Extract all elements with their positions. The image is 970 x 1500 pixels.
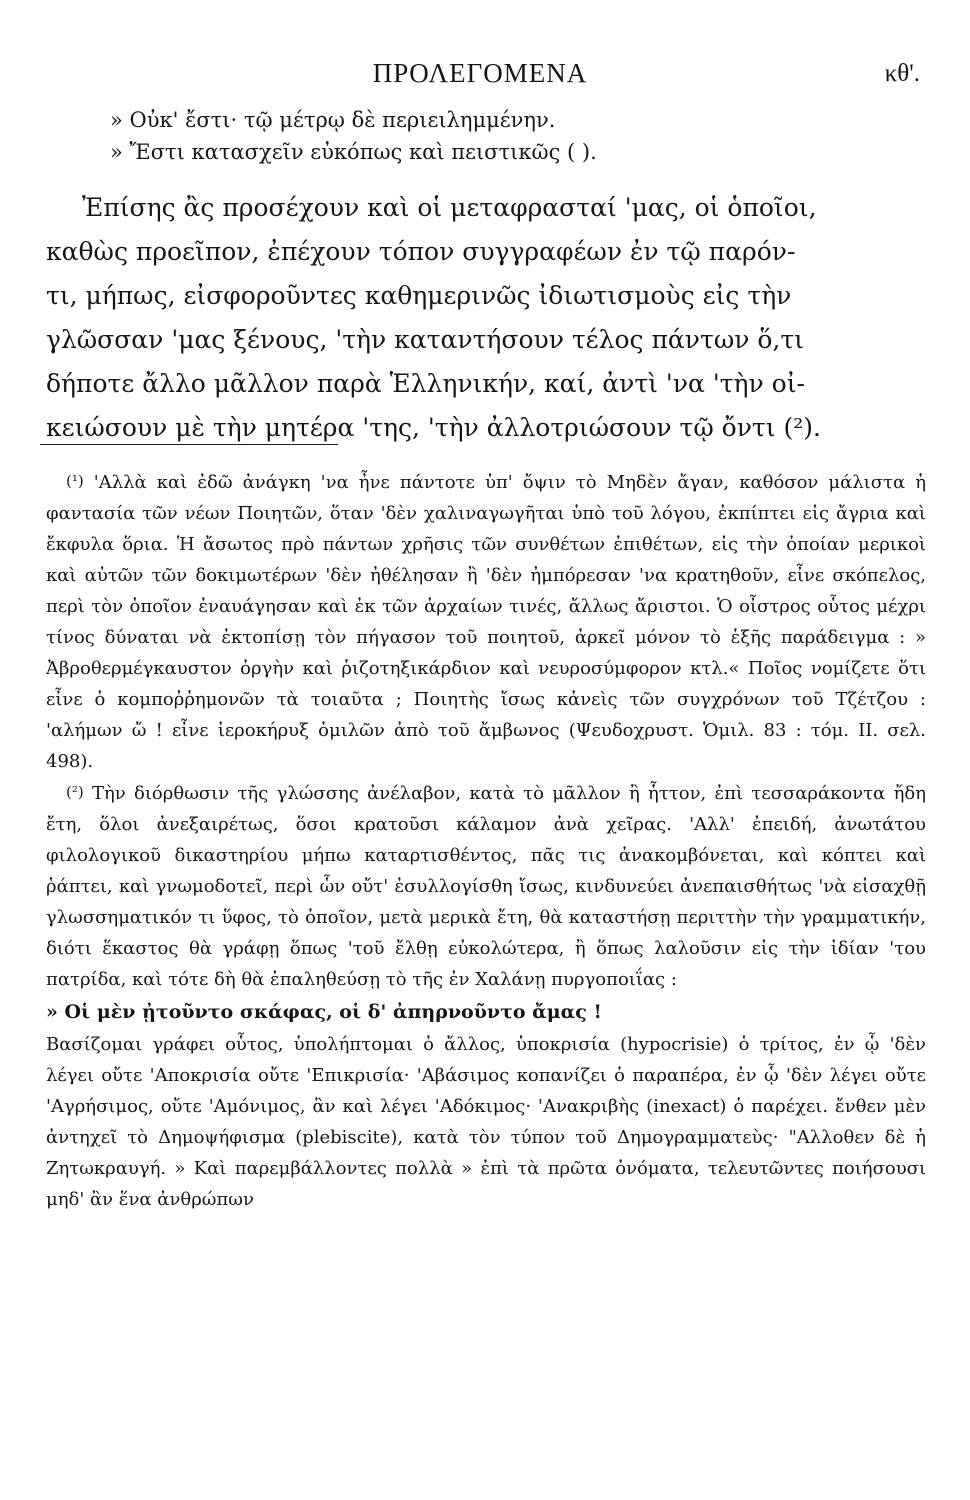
footnote-marker: (²) [66, 783, 84, 801]
paragraph-line: κειώσουν μὲ τὴν μητέρα 'της, 'τὴν ἀλλοτριώσουν τῷ ὄντι (²). [46, 413, 821, 442]
page-number: κθ'. [884, 60, 920, 87]
footnotes [46, 466, 926, 1215]
footnote-text: Τὴν διόρθωσιν τῆς γλώσσης ἀνέλαβον, κατὰ τὸ μᾶλλον ἢ ἧττον, ἐπὶ τεσσαράκοντα ἤδη ἔτη, ὅλοι ἀνεξαιρέτως, ὅσοι κρατοῦσι κάλαμον ἀνὰ χεῖρας. 'Αλλ' ἐπειδή, ἀνωτάτου φιλολογικοῦ δικαστηρίου μήπω καταρτισθέντος, πᾶς τις ἀνακομβόνεται, καὶ κόπτει καὶ ῥάπτει, καὶ γνωμοδοτεῖ, περὶ ὧν οὔτ' ἐσυλλογίσθη ἴσως, κινδυνεύει ἀνεπαισθήτως 'νὰ εἰσαχθῇ γλωσσηματικόν τι ὕφος, τὸ ὁποῖον, μετὰ μερικὰ ἔτη, θὰ καταστήσῃ περιττὴν τὴν γραμματικήν, διότι ἕκαστος θὰ γράφῃ ὅπως 'τοῦ ἔλθῃ εὐκολώτερα, ἢ ὅπως λαλοῦσιν εἰς τὴν ἰδίαν 'του πατρίδα, καὶ τότε δὴ θὰ ἐπαληθεύσῃ τὸ τῆς ἐν Χαλάνῃ πυργοποιΐας : [46, 783, 926, 990]
running-head [40, 58, 920, 98]
verse-line: » Ἔστι κατασχεῖν εὐκόπως καὶ πειστικῶς ( ). [110, 140, 597, 164]
footnote-1 [46, 466, 926, 777]
paragraph-line: τι, μήπως, εἰσφοροῦντες καθημερινῶς ἰδιωτισμοὺς εἰς τὴν [46, 281, 792, 310]
paragraph-line: καθὼς προεῖπον, ἐπέχουν τόπον συγγραφέων ἐν τῷ παρόν- [46, 237, 796, 266]
footnote-quote: » Οἱ μὲν ᾐτοῦντο σκάφας, οἱ δ' ἀπηρνοῦντο ἄμας ! [46, 1001, 602, 1023]
footnote-text: 'Αλλὰ καὶ ἐδῶ ἀνάγκη 'να ἦνε πάντοτε ὑπ' ὄψιν τὸ Μηδὲν ἄγαν, καθόσον μάλιστα ἡ φαντασία τῶν νέων Ποιητῶν, ὅταν 'δὲν χαλιναγωγῆται ὑπὸ τοῦ λόγου, ἐκπίπτει εἰς ἄγρια καὶ ἔκφυλα ὅρια. Ἡ ἄσωτος πρὸ πάντων χρῆσις τῶν συνθέτων ἐπιθέτων, εἰς τὴν ὁποίαν μερικοὶ καὶ αὐτῶν τῶν δοκιμωτέρων 'δὲν ἠθέλησαν ἢ 'δὲν ἠμπόρεσαν 'να κρατηθοῦν, εἶνε σκόπελος, περὶ τὸν ὁποῖον ἐναυάγησαν καὶ ἐκ τῶν ἀρχαίων τινές, ἄλλως ἄριστοι. Ὁ οἶστρος οὗτος μέχρι τίνος δύναται νὰ ἐκτοπίσῃ τὸν πήγασον τοῦ ποιητοῦ, ἀρκεῖ μόνον τὸ ἑξῆς παράδειγμα : » Ἀβροθερμέγκαυστον ὀργὴν καὶ ῥιζοτηξικάρδιον καὶ νευροσύμφορον κτλ.« Ποῖος νομίζετε ὅτι εἶνε ὁ κομποῤῥημονῶν τὰ τοιαῦτα ; Ποιητὴς ἴσως κἀνεὶς τῶν συγχρόνων τοῦ Τζέτζου : 'αλήμων ὤ ! εἶνε ἱεροκήρυξ ὁμιλῶν ἀπὸ τοῦ ἄμβωνος (Ψευδοχρυστ. Ὁμιλ. 83 : τόμ. II. σελ. 498). [46, 472, 926, 772]
verse-quote [110, 104, 910, 168]
page-title: ΠΡΟΛΕΓΟΜΕΝΑ [372, 58, 588, 88]
verse-line: » Οὐκ' ἔστι· τῷ μέτρῳ δὲ περιειλημμένην. [110, 108, 556, 132]
footnote-separator [40, 444, 338, 445]
footnote-marker: (¹) [66, 472, 84, 490]
paragraph-line: δήποτε ἄλλο μᾶλλον παρὰ Ἑλληνικήν, καί, ἀντὶ 'να 'τὴν οἰ- [46, 369, 805, 398]
paragraph-line: Ἐπίσης ἂς προσέχουν καὶ οἱ μεταφρασταί 'μας, οἱ ὁποῖοι, [82, 193, 817, 222]
footnote-continuation: Βασίζομαι γράφει οὗτος, ὑπολήπτομαι ὁ ἄλλος, ὑποκρισία (hypocrisie) ὁ τρίτος, ἐν ᾧ 'δὲν λέγει οὔτε 'Αποκρισία οὔτε 'Επικρισία· 'Αβάσιμος κοπανίζει ὁ παραπέρα, ἐν ᾧ 'δὲν λέγει οὔτε 'Αγρήσιμος, οὔτε 'Αμόνιμος, ἂν καὶ λέγει 'Αδόκιμος· 'Ανακριβὴς (inexact) ὁ παρέχει. ἔνθεν μὲν ἀντηχεῖ τὸ Δημοψήφισμα (plebiscite), κατὰ τὸν τύπον τοῦ Δημογραμματεὺς· "Αλλοθεν δὲ ἡ Ζητωκραυγή. » Καὶ παρεμβάλλοντες πολλὰ » ἐπὶ τὰ πρῶτα ὀνόματα, τελευτῶντες ποιήσουσι μηδ' ἂν ἕνα ἀνθρώπων [46, 1034, 926, 1210]
main-paragraph [46, 186, 926, 450]
paragraph-line: γλῶσσαν 'μας ξένους, 'τὴν καταντήσουν τέλος πάντων ὅ,τι [46, 325, 804, 354]
footnote-2 [46, 777, 926, 1215]
